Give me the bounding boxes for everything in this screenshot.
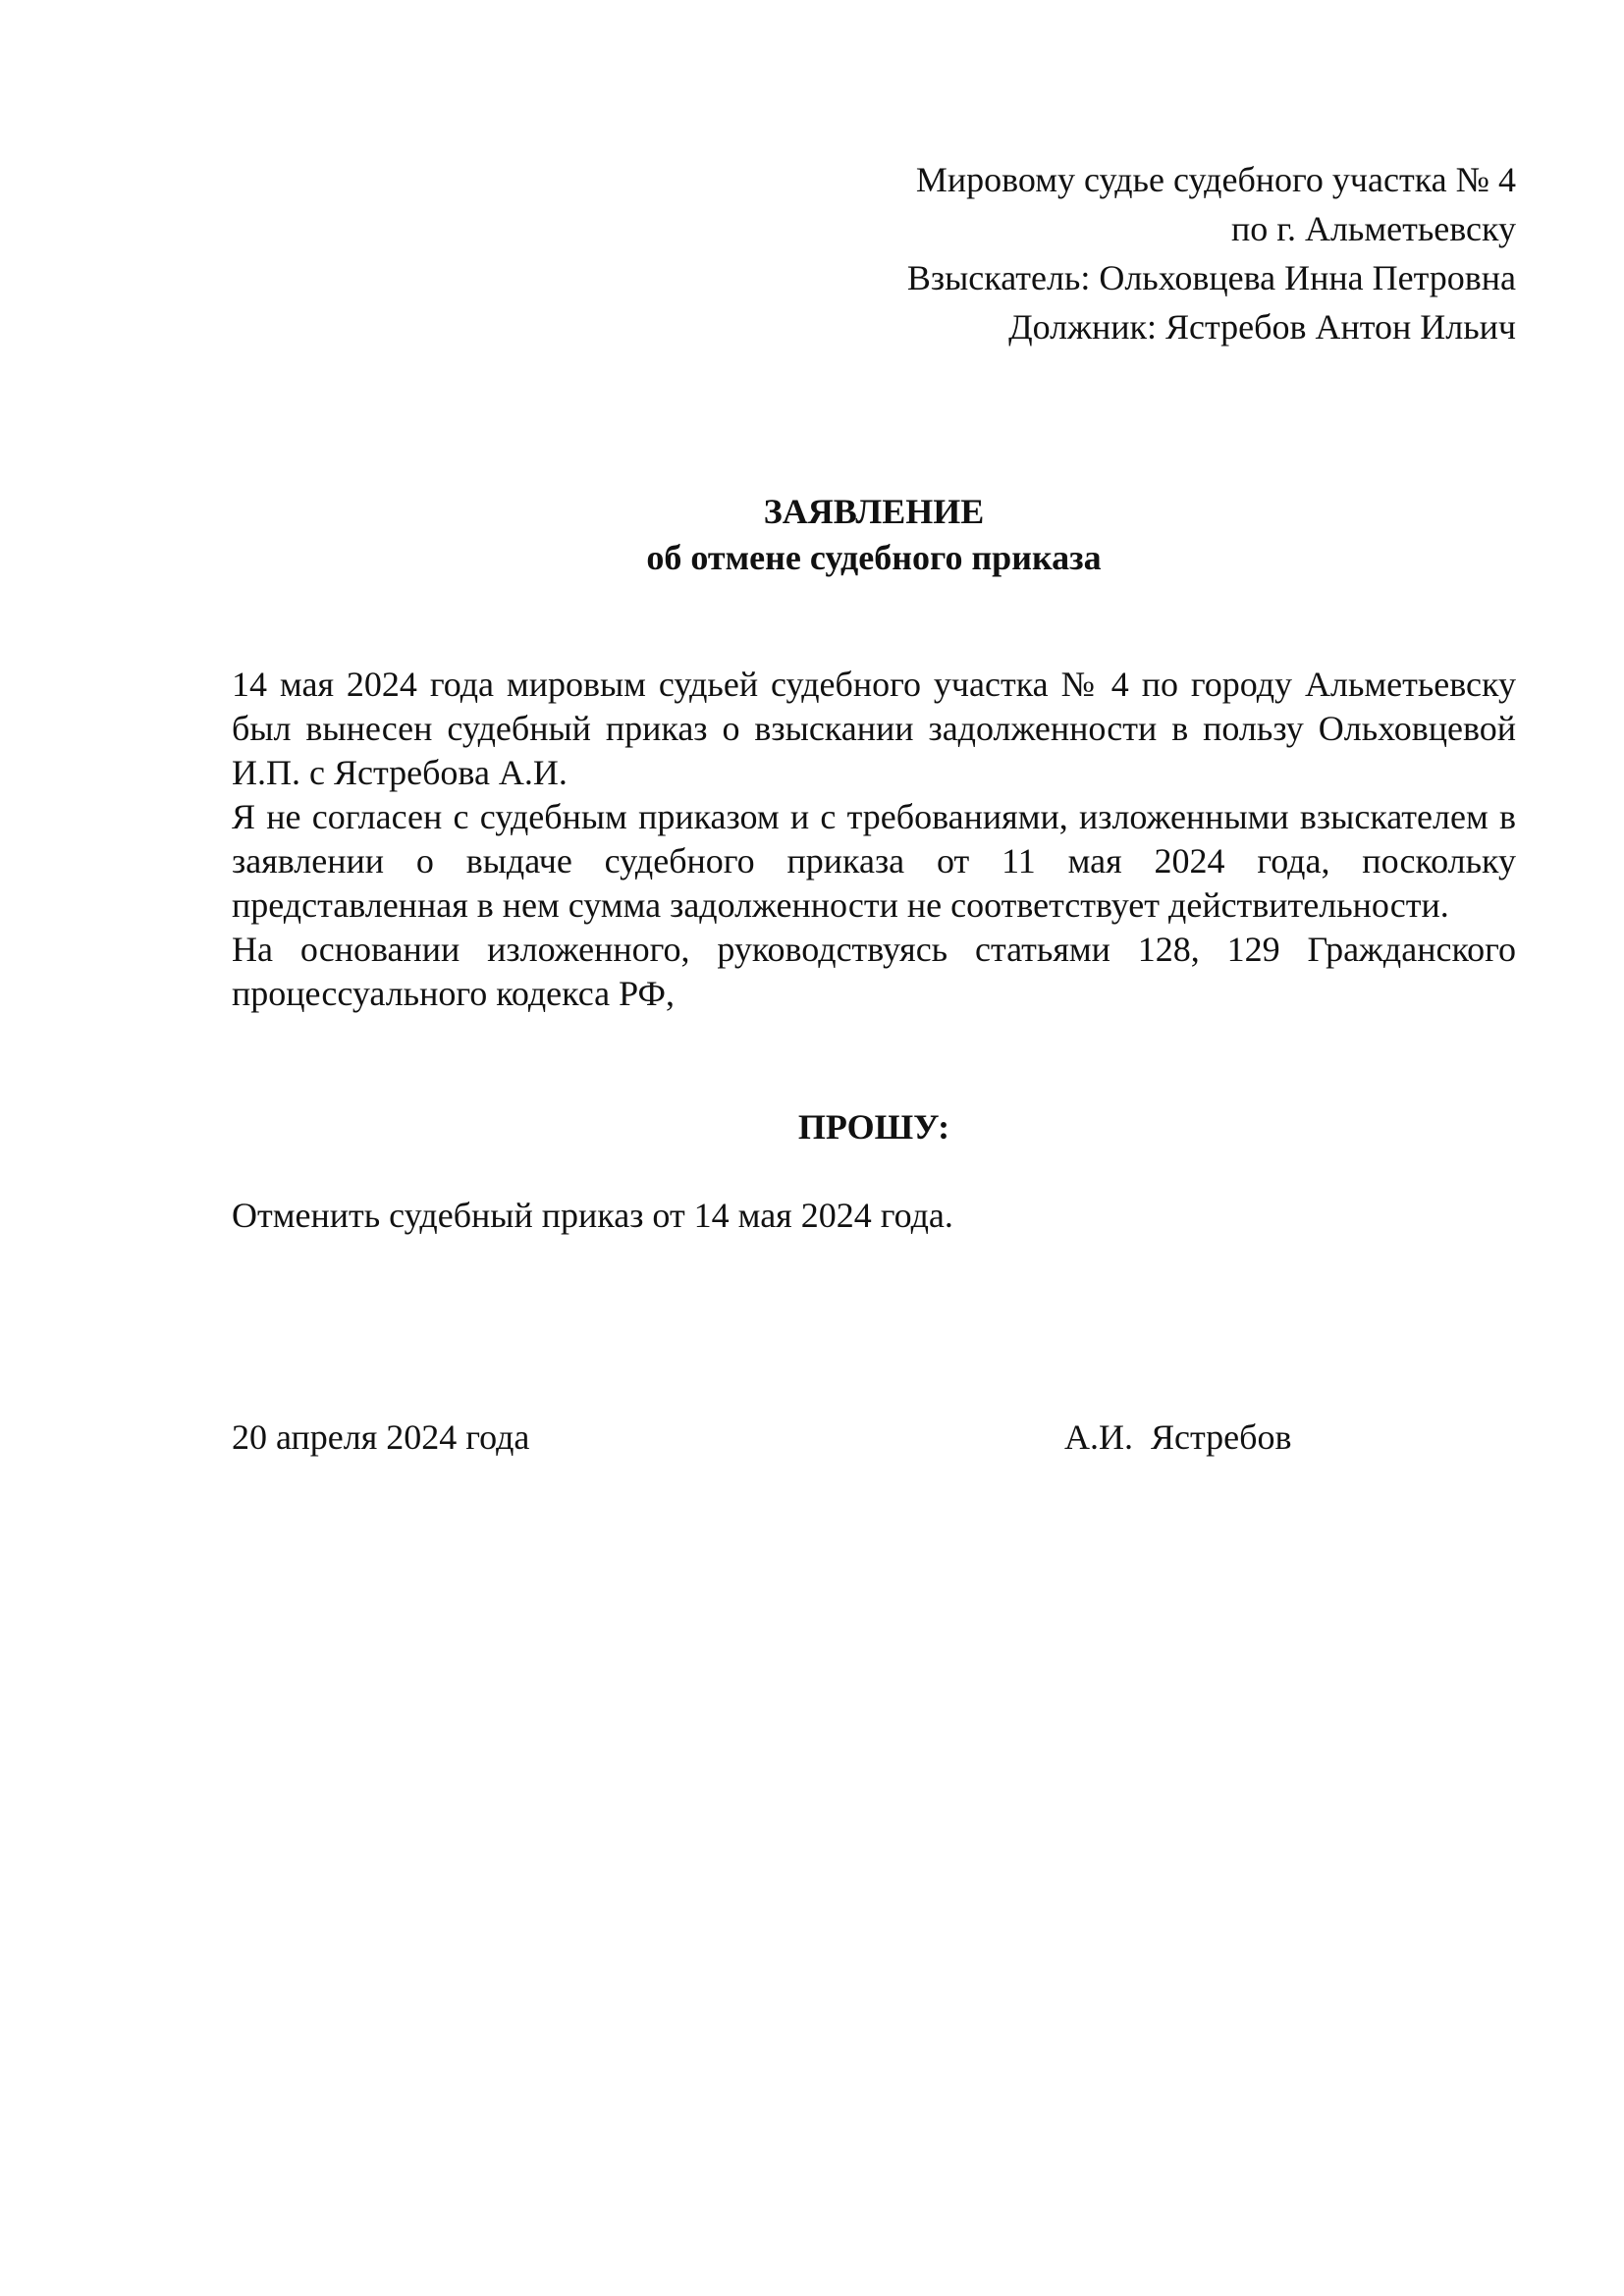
body-paragraph: 14 мая 2024 года мировым судьей судебного участка № 4 по городу Альметьевску был вынесен судебный приказ о взыскании задолженности в пользу Ольховцевой И.П. с Ястребова А.И. bbox=[232, 665, 1516, 792]
addressee-line-city: по г. Альметьевску bbox=[1231, 209, 1516, 248]
signature-name: А.И. Ястребов bbox=[1064, 1417, 1292, 1457]
addressee-line-debtor: Должник: Ястребов Антон Ильич bbox=[1008, 307, 1516, 347]
title-main: ЗАЯВЛЕНИЕ bbox=[763, 492, 985, 531]
title-subtitle: об отмене судебного приказа bbox=[646, 538, 1102, 577]
body-paragraph: Я не согласен с судебным приказом и с требованиями, изложенными взыскателем в заявлении о выдаче судебного приказа от 11 мая 2024 года, поскольку представленная в нем сумма задолженности не соответствует действительности. bbox=[232, 797, 1516, 925]
statement-body bbox=[232, 663, 1516, 1016]
document-title bbox=[232, 489, 1516, 581]
addressee-line-court: Мировому судье судебного участка № 4 bbox=[915, 160, 1516, 199]
addressee-block bbox=[785, 155, 1516, 351]
request-text: Отменить судебный приказ от 14 мая 2024 года. bbox=[232, 1196, 953, 1235]
addressee-line-claimant: Взыскатель: Ольховцева Инна Петровна bbox=[906, 258, 1516, 297]
request-heading: ПРОШУ: bbox=[797, 1107, 950, 1147]
document-date: 20 апреля 2024 года bbox=[232, 1417, 530, 1457]
body-paragraph: На основании изложенного, руководствуясь статьями 128, 129 Гражданского процессуального кодекса РФ, bbox=[232, 930, 1516, 1013]
